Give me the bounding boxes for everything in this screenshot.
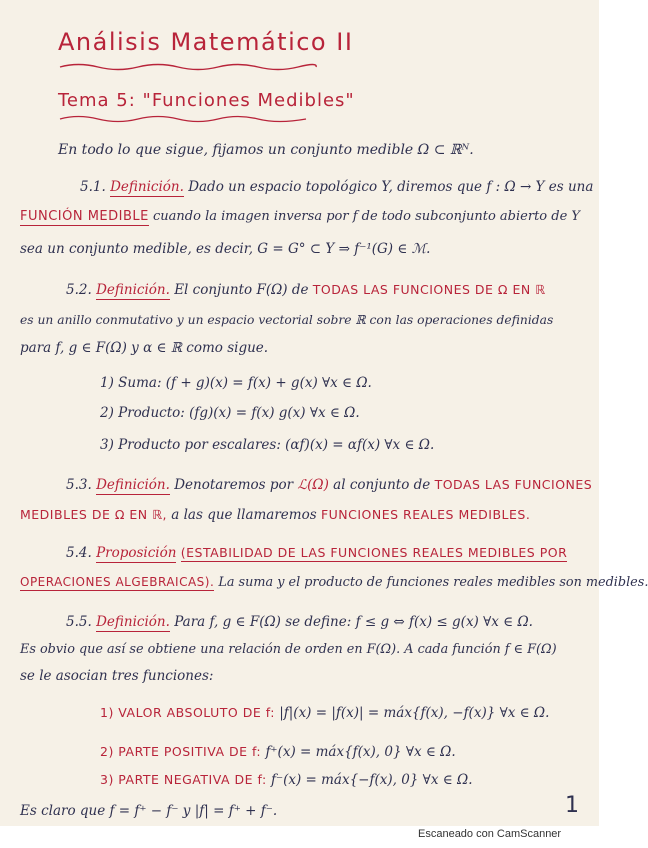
section-5-1-line1 [80, 180, 593, 196]
closing-remark: Es claro que f = f⁺ − f⁻ y |f| = f⁺ + f⁻. [20, 803, 278, 819]
operation-product: 2) Producto: (fg)(x) = f(x) g(x) ∀x ∈ Ω. [100, 405, 360, 421]
term-todas-las-funciones-2: TODAS LAS FUNCIONES [434, 477, 593, 492]
term-funcion-medible: FUNCIÓN MEDIBLE [20, 209, 149, 224]
section-5-1-text1: Dado un espacio topológico Y, diremos que f : Ω → Y es una [188, 179, 594, 195]
topic-heading: Tema 5: "Funciones Medibles" [58, 90, 355, 111]
section-5-1-line3: sea un conjunto medible, es decir, G = G° ⊂ Y ⇒ f⁻¹(G) ∈ ℳ. [20, 241, 431, 257]
section-5-4-line1 [66, 546, 567, 562]
section-5-2-line1 [66, 283, 546, 299]
negative-part-formula: f⁻(x) = máx{−f(x), 0} ∀x ∈ Ω. [270, 772, 473, 788]
negative-part-item [100, 773, 473, 789]
section-5-3-line2 [20, 508, 530, 524]
section-5-1-text2: cuando la imagen inversa por f de todo subconjunto abierto de Y [153, 209, 580, 224]
negative-part-label: 3) PARTE NEGATIVA DE f: [100, 772, 267, 787]
section-5-5-label: Definición. [96, 614, 170, 630]
absolute-value-label: 1) VALOR ABSOLUTO DE f: [100, 705, 275, 720]
section-5-2-line2: es un anillo conmutativo y un espacio vectorial sobre ℝ con las operaciones definidas [20, 313, 554, 327]
term-medibles-de-omega: MEDIBLES DE Ω EN ℝ, [20, 507, 167, 522]
section-5-1-number: 5.1. [80, 179, 106, 195]
section-5-1-line2 [20, 210, 580, 225]
title-underline [58, 62, 318, 72]
section-5-2-line3: para f, g ∈ F(Ω) y α ∈ ℝ como sigue. [20, 340, 269, 356]
section-5-4-text2: La suma y el producto de funciones reales medibles son medibles. [218, 575, 648, 590]
section-5-2-number: 5.2. [66, 282, 92, 298]
section-5-5-number: 5.5. [66, 614, 92, 630]
intro-text: En todo lo que sigue, fijamos un conjunto medible Ω ⊂ ℝᴺ. [58, 142, 474, 158]
positive-part-item [100, 745, 456, 761]
section-5-4-label: Proposición [96, 545, 177, 561]
section-5-5-line1 [66, 615, 533, 631]
term-operaciones-algebraicas: OPERACIONES ALGEBRAICAS). [20, 575, 215, 589]
section-5-3-text1: Denotaremos por [174, 477, 294, 493]
document-title: Análisis Matemático II [58, 28, 354, 56]
page-number: 1 [565, 793, 579, 818]
section-5-4-line2 [20, 576, 648, 591]
term-estabilidad: (ESTABILIDAD DE LAS FUNCIONES REALES MEDIBLES POR [180, 545, 568, 560]
scanner-watermark: Escaneado con CamScanner [418, 828, 562, 840]
operation-sum: 1) Suma: (f + g)(x) = f(x) + g(x) ∀x ∈ Ω. [100, 375, 372, 391]
section-5-4-number: 5.4. [66, 545, 92, 561]
section-5-2-text1: El conjunto F(Ω) de [174, 282, 309, 298]
section-5-3-text2: al conjunto de [333, 477, 431, 493]
section-5-3-label: Definición. [96, 477, 170, 493]
positive-part-label: 2) PARTE POSITIVA DE f: [100, 744, 262, 759]
topic-underline [58, 114, 308, 124]
symbol-L-omega: ℒ(Ω) [297, 477, 329, 493]
section-5-5-text1: Para f, g ∈ F(Ω) se define: f ≤ g ⇔ f(x) ≤ g(x) ∀x ∈ Ω. [174, 614, 533, 630]
positive-part-formula: f⁺(x) = máx{f(x), 0} ∀x ∈ Ω. [265, 744, 456, 760]
section-5-5-line2: Es obvio que así se obtiene una relación de orden en F(Ω). A cada función f ∈ F(Ω) [20, 642, 557, 657]
absolute-value-formula: |f|(x) = |f(x)| = máx{f(x), −f(x)} ∀x ∈ Ω. [279, 705, 550, 721]
term-funciones-reales-medibles: FUNCIONES REALES MEDIBLES. [320, 507, 531, 522]
section-5-2-label: Definición. [96, 282, 170, 298]
section-5-1-label: Definición. [110, 179, 184, 195]
section-5-3-text3: a las que llamaremos [171, 507, 317, 523]
section-5-5-line3: se le asocian tres funciones: [20, 668, 214, 684]
operation-scalar-product: 3) Producto por escalares: (αf)(x) = αf(x) ∀x ∈ Ω. [100, 437, 435, 453]
section-5-3-number: 5.3. [66, 477, 92, 493]
term-todas-las-funciones: TODAS LAS FUNCIONES DE Ω EN ℝ [312, 282, 546, 297]
section-5-3-line1 [66, 478, 592, 494]
absolute-value-item [100, 706, 549, 722]
